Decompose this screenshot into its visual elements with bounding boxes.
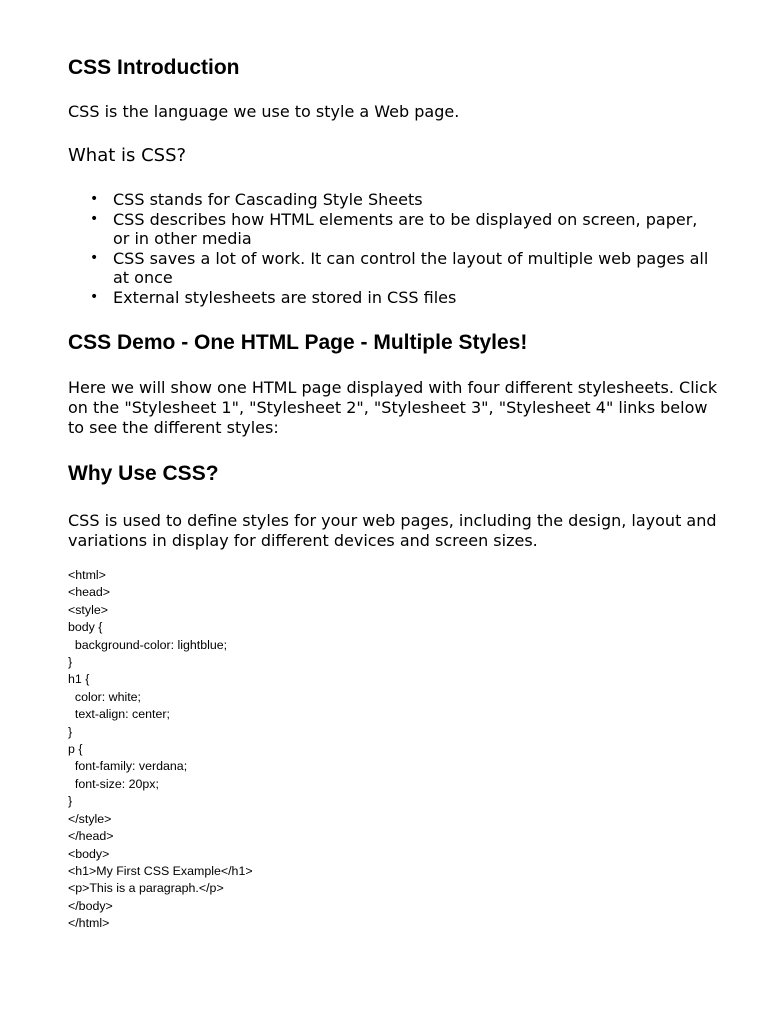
code-line: } <box>68 794 73 809</box>
list-item-text: CSS saves a lot of work. It can control the layout of multiple web pages all at once <box>113 248 709 287</box>
bullet-icon: • <box>90 210 99 227</box>
code-example <box>68 567 253 933</box>
why-use-css-paragraph: CSS is used to define styles for your web pages, including the design, layout and variations in display for different devices and screen sizes. <box>68 511 717 550</box>
css-demo-heading: CSS Demo - One HTML Page - Multiple Styles! <box>68 331 528 354</box>
css-demo-paragraph: Here we will show one HTML page displayed with four different stylesheets. Click on the "Stylesheet 1", "Stylesheet 2", "Stylesheet 3", "Stylesheet 4" links below to see the different styles: <box>68 378 718 437</box>
code-line: background-color: lightblue; <box>68 637 228 652</box>
code-line: p { <box>68 742 83 757</box>
code-line: <body> <box>68 846 110 861</box>
code-line: </body> <box>68 898 113 913</box>
code-line: font-family: verdana; <box>68 759 188 774</box>
code-line: </style> <box>68 811 112 826</box>
page-title: CSS Introduction <box>68 56 240 79</box>
bullet-icon: • <box>90 249 99 266</box>
code-line: <p>This is a paragraph.</p> <box>68 881 224 896</box>
code-line: h1 { <box>68 672 90 687</box>
code-line: } <box>68 724 73 739</box>
list-item <box>68 249 718 288</box>
code-line: <style> <box>68 602 108 617</box>
bullet-icon: • <box>90 288 99 305</box>
code-line: } <box>68 655 73 670</box>
code-line: </head> <box>68 829 114 844</box>
code-line: body { <box>68 620 103 635</box>
why-use-css-heading: Why Use CSS? <box>68 462 219 485</box>
code-line: </html> <box>68 916 110 931</box>
bullet-icon: • <box>90 191 99 207</box>
what-is-css-heading: What is CSS? <box>68 145 187 166</box>
code-line: <html> <box>68 568 106 582</box>
list-item <box>68 190 718 210</box>
code-line: <h1>My First CSS Example</h1> <box>68 863 253 878</box>
intro-paragraph: CSS is the language we use to style a Web page. <box>68 102 460 121</box>
list-item-text: CSS describes how HTML elements are to be displayed on screen, paper, or in other media <box>113 209 698 248</box>
list-item <box>68 288 718 308</box>
code-line: <head> <box>68 585 111 600</box>
code-line: text-align: center; <box>68 707 170 722</box>
css-bullet-list <box>68 190 718 307</box>
list-item-text: External stylesheets are stored in CSS files <box>113 287 457 307</box>
code-line: color: white; <box>68 689 141 704</box>
list-item-text: CSS stands for Cascading Style Sheets <box>113 190 423 209</box>
code-line: font-size: 20px; <box>68 776 159 791</box>
list-item <box>68 210 718 249</box>
